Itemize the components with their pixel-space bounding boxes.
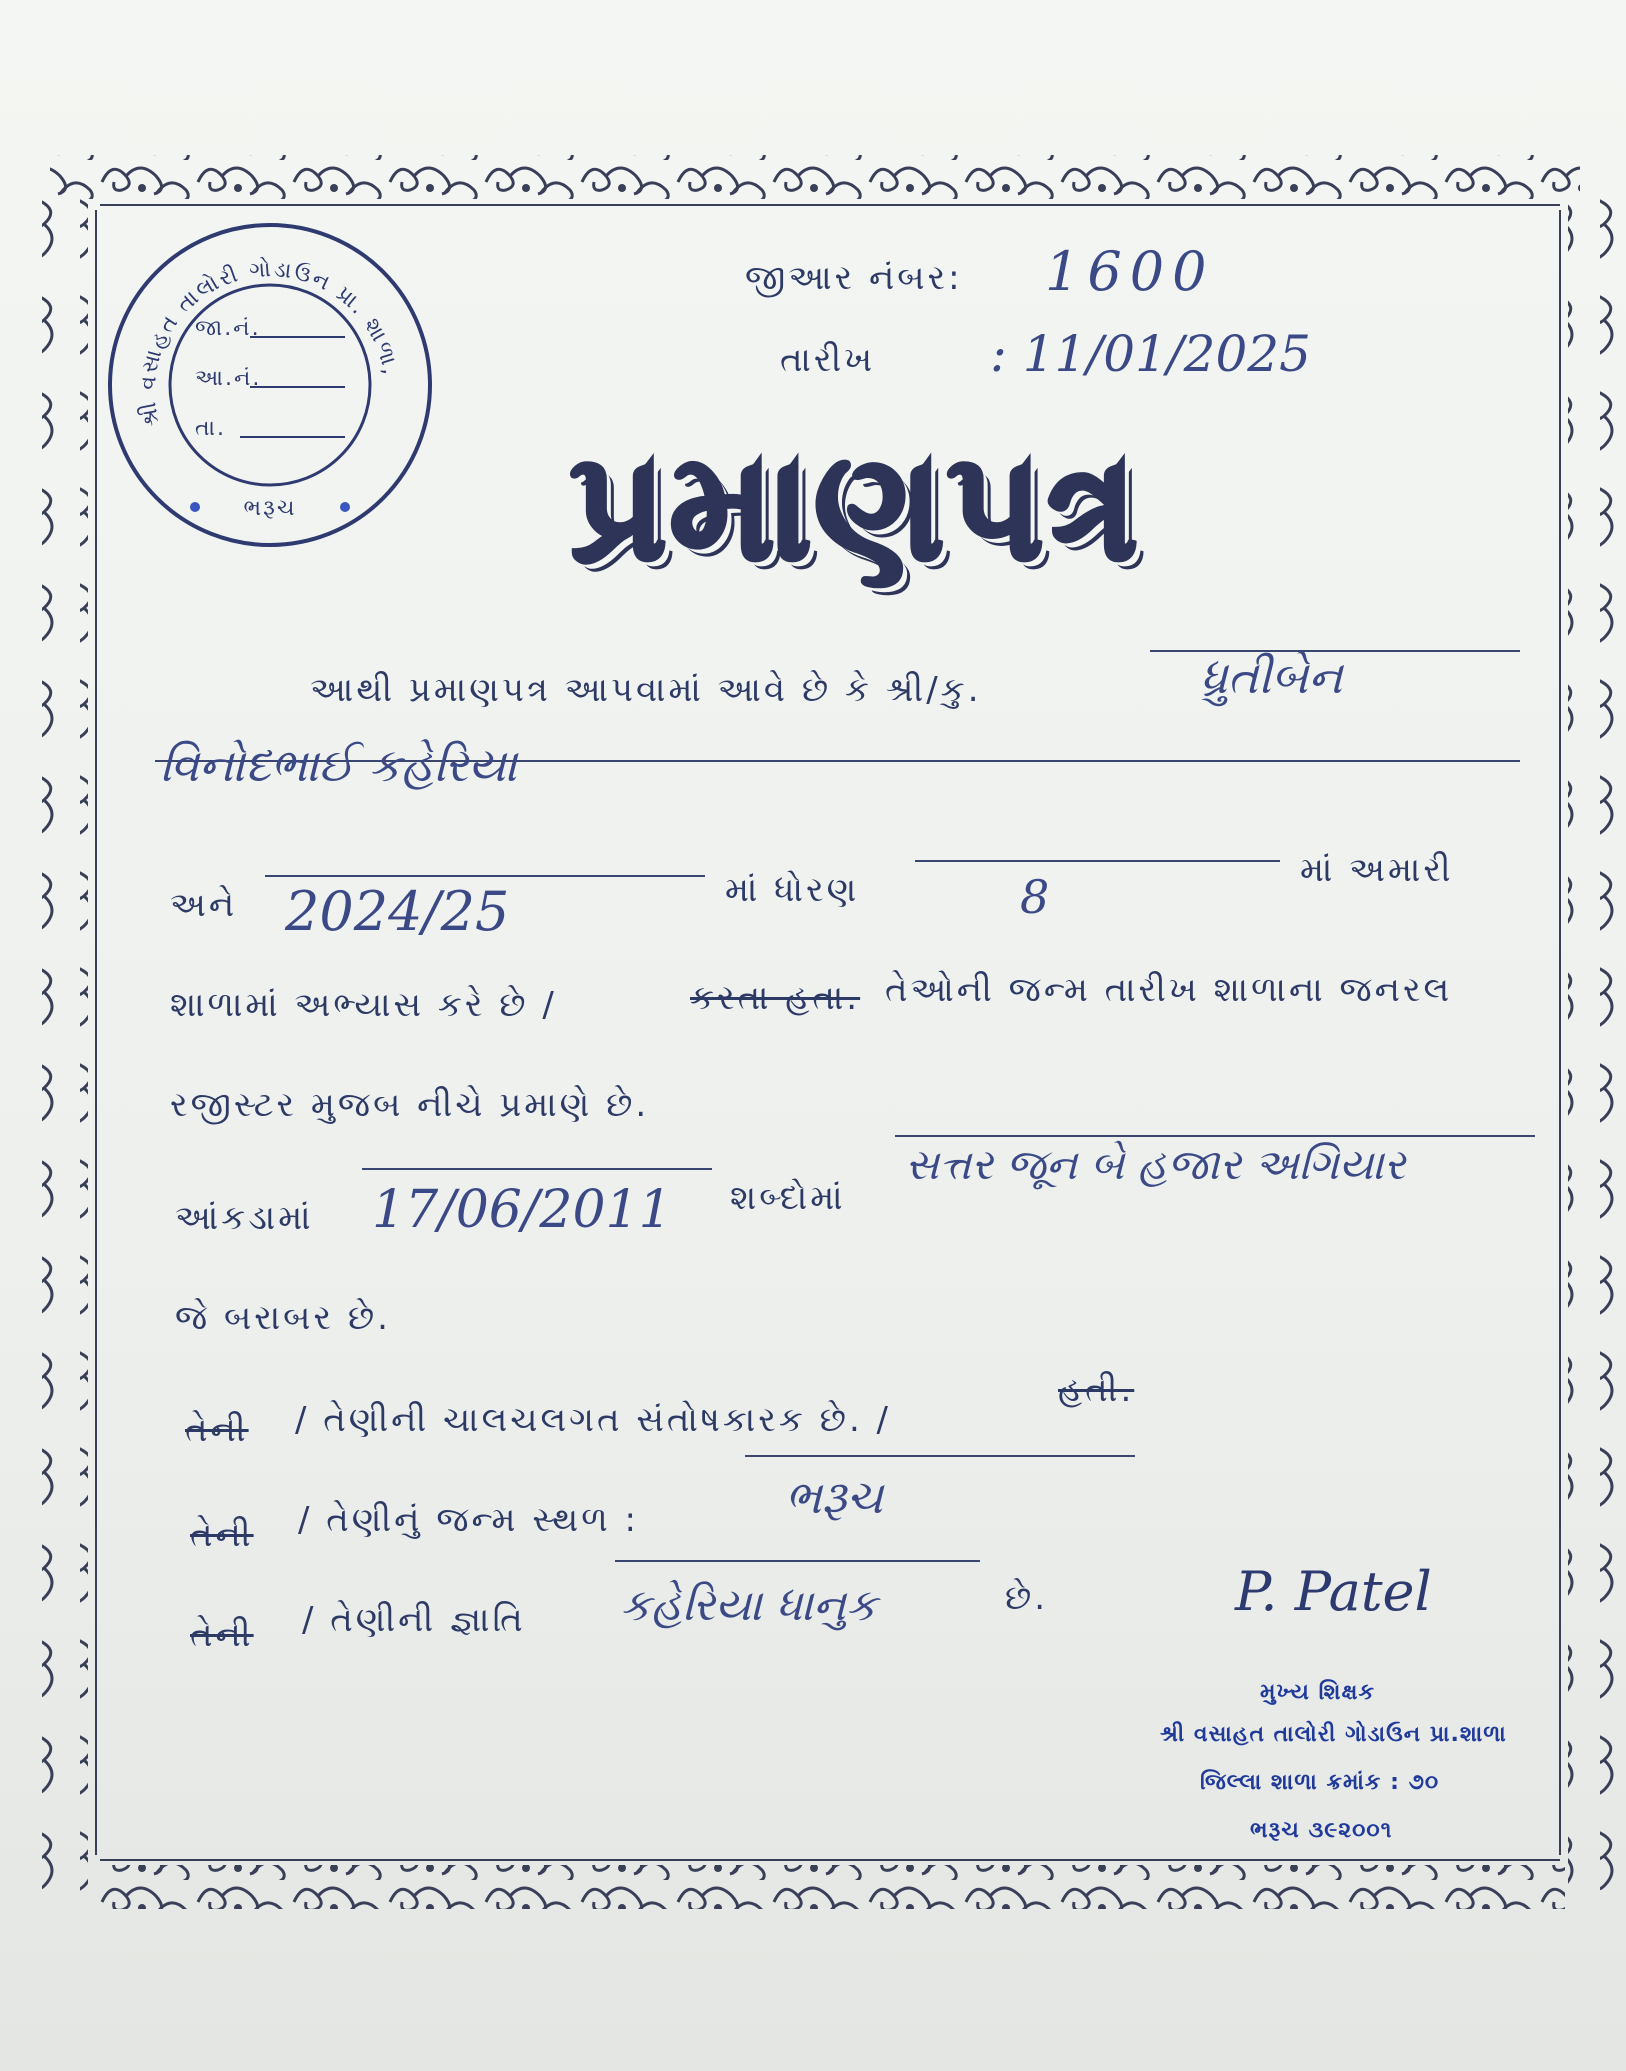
certify-text: આથી પ્રમાણપત્ર આપવામાં આવે છે કે શ્રી/કુ.	[310, 670, 982, 710]
correct-text: જે બરાબર છે.	[175, 1298, 391, 1338]
seal-line-3: તા.	[195, 416, 226, 441]
studied-struck: કરતા હતા.	[690, 978, 861, 1018]
his-struck-2: તેની	[190, 1515, 254, 1555]
was-struck: હતી.	[1058, 1370, 1135, 1410]
headmaster-signature: P. Patel	[1235, 1560, 1432, 1623]
conduct-text: / તેણીની ચાલચલગત સંતોષકારક છે. /	[295, 1400, 892, 1440]
his-struck-3: તેની	[190, 1615, 254, 1655]
caste-value: કહેરિયા ધાનુક	[620, 1580, 877, 1631]
birthdate-intro: તેઓની જન્મ તારીખ શાળાના જનરલ	[885, 970, 1453, 1010]
birthplace-value: ભરૂચ	[785, 1470, 884, 1524]
caste-label: / તેણીની જ્ઞાતિ	[302, 1600, 526, 1640]
seal-city: ભરૂચ	[243, 496, 297, 521]
standard-value: 8	[1020, 870, 1050, 924]
studies-text: શાળામાં અભ્યાસ કરે છે /	[170, 985, 557, 1025]
gr-number-value: 1600	[1045, 240, 1215, 303]
stamp-line-1: મુખ્ય શિક્ષક	[1260, 1680, 1376, 1705]
student-name-part2: વિનોદભાઈ કહેરિયા	[160, 738, 518, 792]
words-underline	[895, 1135, 1535, 1137]
seal-line-2: આ.નં.	[195, 366, 262, 391]
seal-ring-text: શ્રી વસાહત તાલોરી ગોડાઉન પ્રા. શાળા,	[135, 256, 403, 429]
figures-underline	[362, 1168, 712, 1170]
in-std-text: માં ધોરણ	[725, 870, 860, 910]
date-label: તારીખ	[780, 340, 876, 380]
and-text: અને	[170, 885, 238, 925]
stamp-line-2: શ્રી વસાહત તાલોરી ગોડાઉન પ્રા.શાળા	[1160, 1722, 1507, 1747]
student-name-part1: ધ્રુતીબેન	[1200, 650, 1343, 704]
words-label: શબ્દોમાં	[730, 1178, 846, 1218]
birthplace-label: / તેણીનું જન્મ સ્થળ :	[298, 1500, 640, 1540]
our-text: માં અમારી	[1300, 850, 1454, 890]
stamp-line-3: જિલ્લા શાળા ક્રમાંક : ૭૦	[1200, 1770, 1440, 1795]
certificate-title: પ્રમાણપત્ર	[569, 420, 1141, 594]
caste-end: છે.	[1005, 1578, 1049, 1618]
register-text: રજીસ્ટર મુજબ નીચે પ્રમાણે છે.	[170, 1085, 650, 1125]
gr-number-label: જીઆર નંબર:	[745, 258, 963, 298]
year-underline	[265, 875, 705, 877]
school-seal	[100, 215, 440, 555]
caste-underline	[615, 1560, 980, 1562]
figures-label: આંકડામાં	[175, 1198, 314, 1238]
seal-line-1: જા.નં.	[195, 316, 261, 341]
birthdate-words: સત્તર જૂન બે હજાર અગિયાર	[905, 1140, 1406, 1189]
academic-year: 2024/25	[285, 880, 510, 943]
stamp-line-4: ભરૂચ ૩૯૨૦૦૧	[1250, 1818, 1393, 1843]
std-underline	[915, 860, 1280, 862]
date-value: : 11/01/2025	[990, 325, 1311, 383]
birthplace-underline	[745, 1455, 1135, 1457]
birthdate-figures: 17/06/2011	[372, 1180, 672, 1240]
his-struck-1: તેની	[185, 1410, 249, 1450]
